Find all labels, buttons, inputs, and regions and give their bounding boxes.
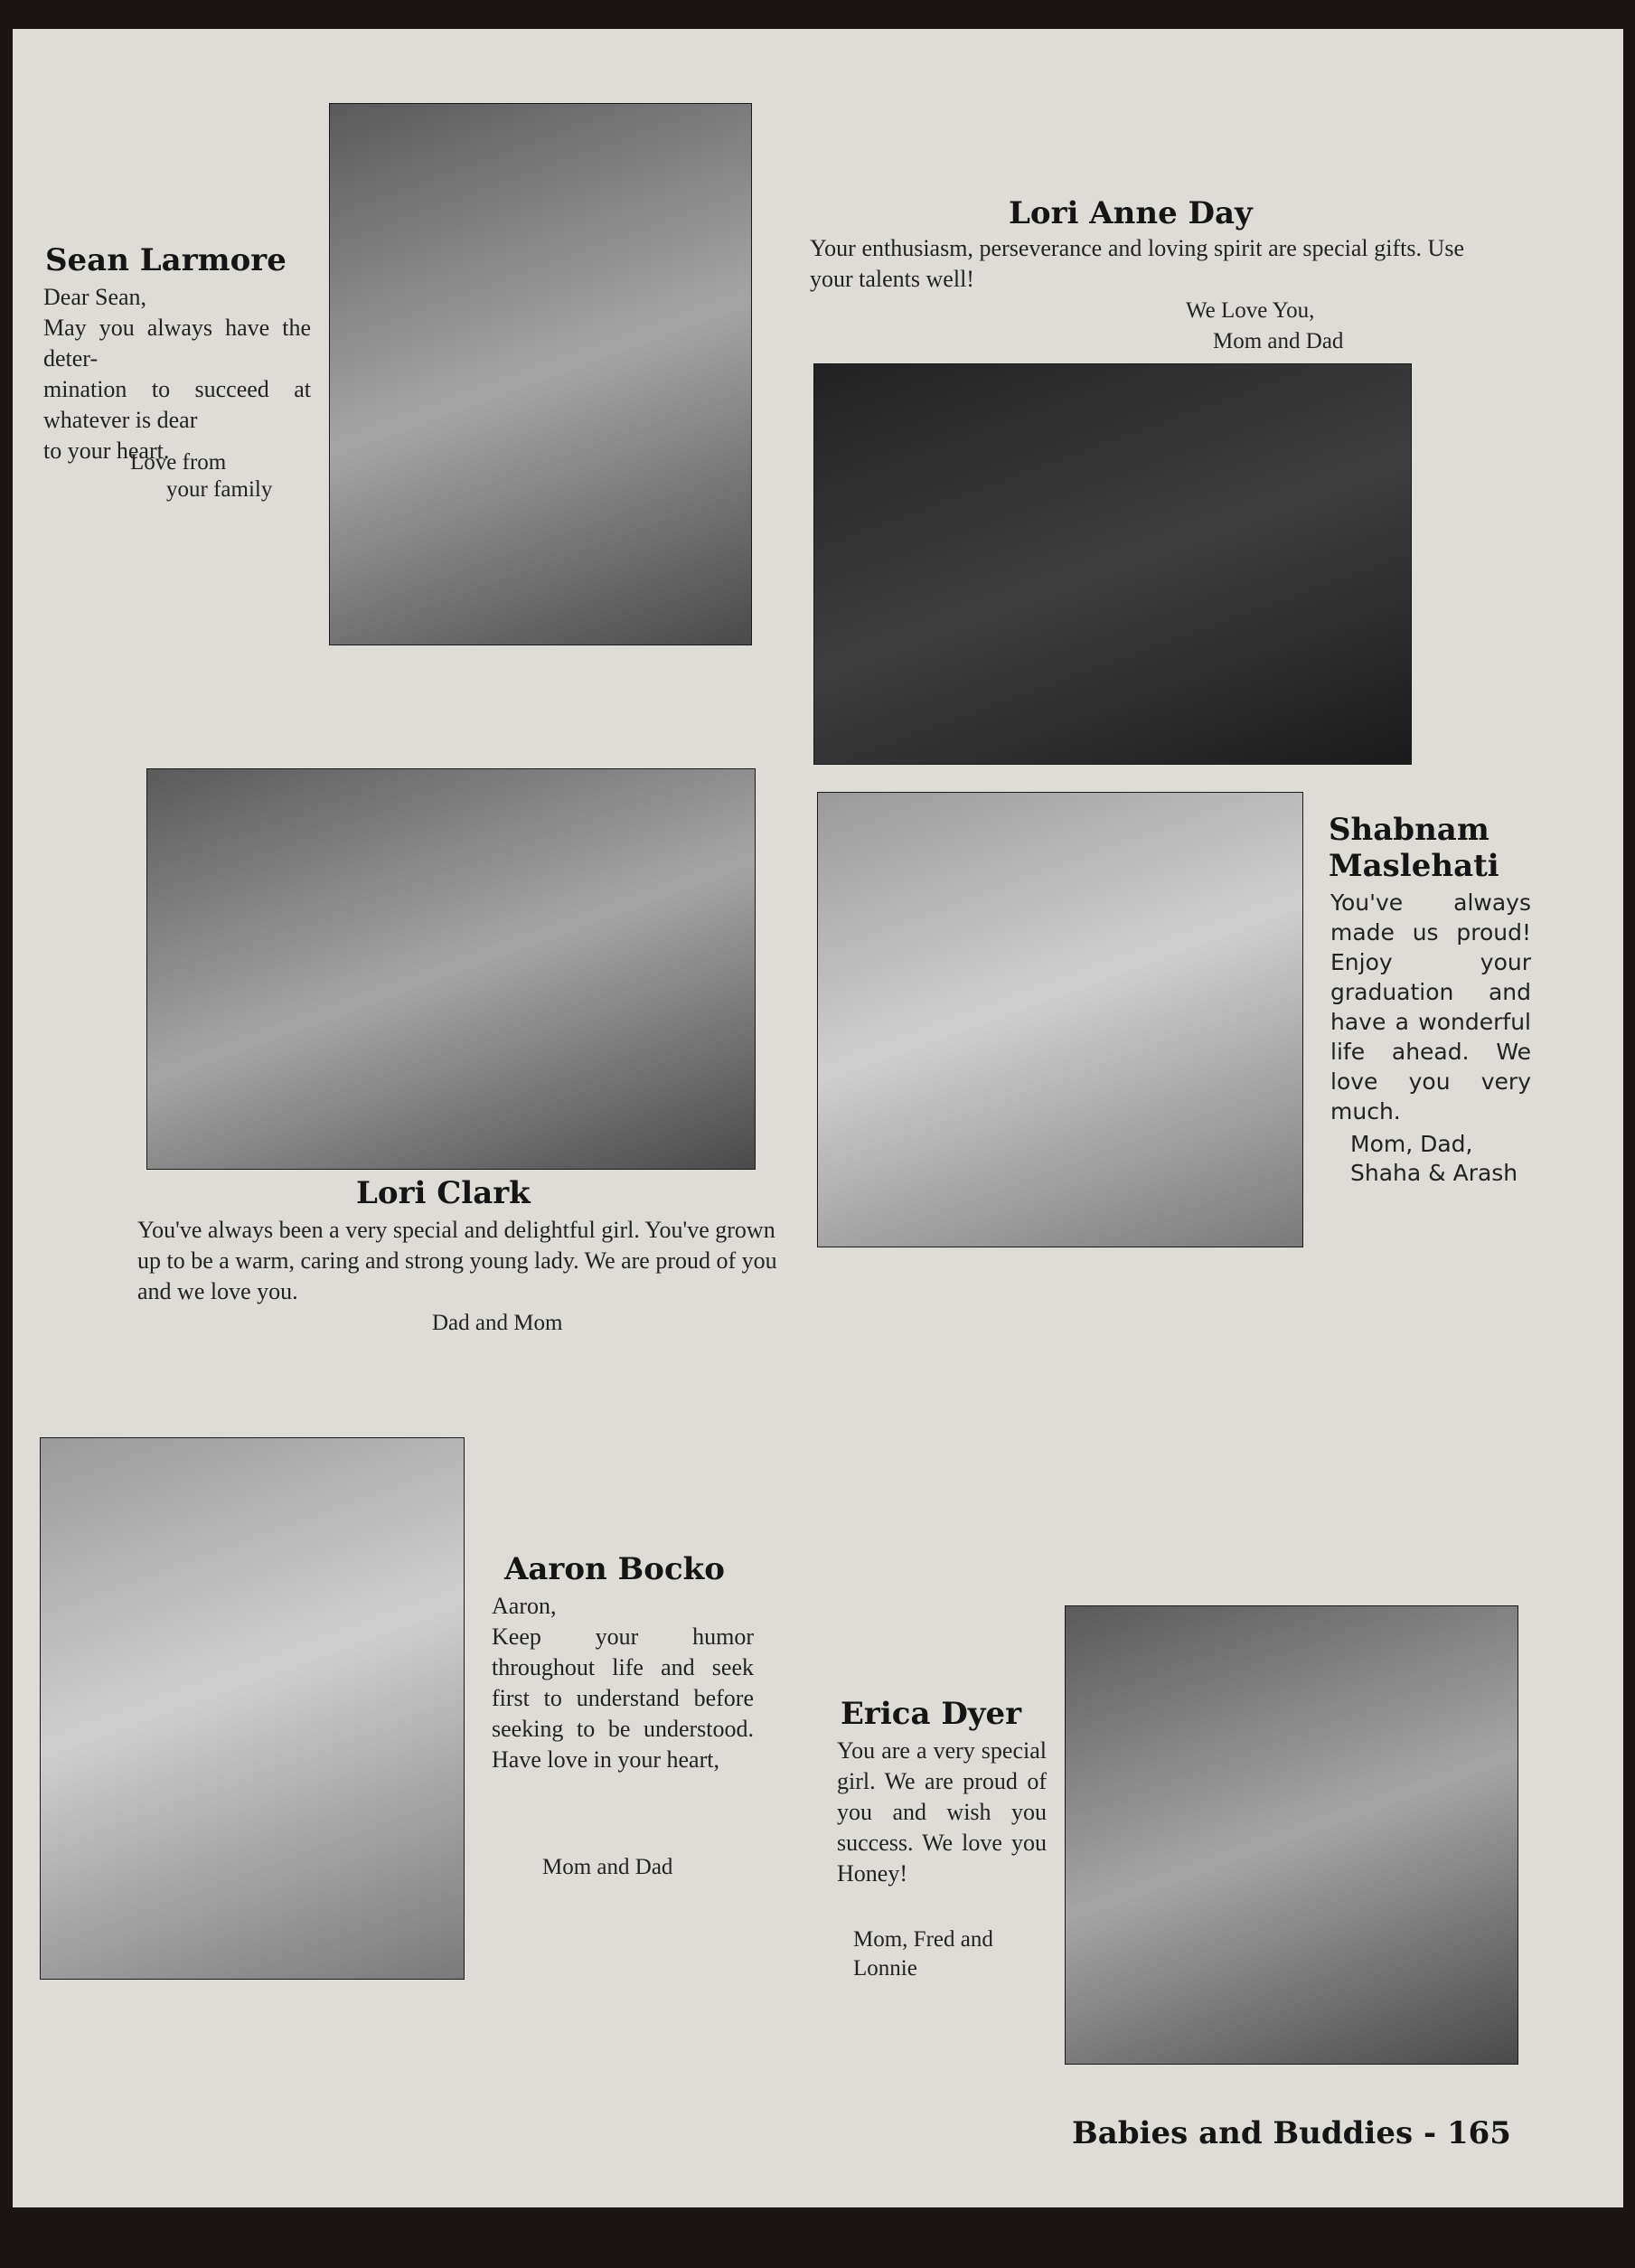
name-lori-clark: Lori Clark — [356, 1175, 531, 1211]
yearbook-page — [13, 29, 1623, 2207]
message-sean-larmore — [43, 282, 311, 466]
signature-lori-anne-line1: We Love You, — [1186, 298, 1315, 323]
signature-shabnam-line2: Shaha & Arash — [1350, 1160, 1518, 1186]
signature-erica-line1: Mom, Fred and — [853, 1927, 993, 1952]
signature-shabnam-line1: Mom, Dad, — [1350, 1131, 1473, 1157]
signature-sean-line2: your family — [166, 477, 273, 502]
message-lori-clark: You've always been a very special and delightful girl. You've grown up to be a warm, caring and strong young lady. We are proud of you and we love you. — [137, 1217, 777, 1304]
message-line: to your heart. — [43, 438, 170, 464]
name-lori-anne-day: Lori Anne Day — [1009, 195, 1253, 231]
photo-lori-anne-day — [813, 363, 1412, 765]
message-line: Dear Sean, — [43, 284, 147, 310]
message-line: Keep your humor throughout life and seek first to understand before seeking to be understood. Have love in your heart, — [492, 1623, 754, 1773]
message-line: mination to succeed at whatever is dear — [43, 376, 311, 433]
photo-lori-clark — [146, 768, 756, 1170]
signature-lori-anne-line2: Mom and Dad — [1213, 329, 1344, 353]
signature-lori-clark: Dad and Mom — [432, 1311, 563, 1335]
footer-separator: - — [1423, 2115, 1437, 2151]
footer-page-number: 165 — [1446, 2115, 1511, 2151]
message-erica-dyer: You are a very special girl. We are proud of you and wish you success. We love you Honey! — [837, 1737, 1047, 1887]
page-footer — [1072, 2115, 1511, 2151]
message-shabnam-maslehati: You've always made us proud! Enjoy your graduation and have a wonderful life ahead. We love you very much. — [1330, 889, 1531, 1125]
message-line: May you always have the deter- — [43, 315, 311, 372]
name-erica-dyer: Erica Dyer — [841, 1696, 1022, 1732]
photo-shabnam-maslehati — [817, 792, 1303, 1247]
photo-erica-dyer — [1065, 1605, 1518, 2065]
message-lori-anne-day: Your enthusiasm, perseverance and loving spirit are special gifts. Use your talents well! — [810, 235, 1464, 292]
photo-aaron-bocko — [40, 1437, 465, 1980]
signature-erica-line2: Lonnie — [853, 1956, 917, 1981]
name-sean-larmore: Sean Larmore — [45, 242, 287, 278]
signature-sean-line1: Love from — [130, 450, 227, 475]
name-shabnam-line2: Maslehati — [1329, 848, 1499, 884]
name-aaron-bocko: Aaron Bocko — [504, 1551, 725, 1587]
message-line: Aaron, — [492, 1593, 557, 1619]
footer-section-title: Babies and Buddies — [1072, 2115, 1414, 2151]
photo-sean-larmore — [329, 103, 752, 645]
signature-aaron-bocko: Mom and Dad — [542, 1855, 673, 1879]
message-aaron-bocko — [492, 1591, 754, 1775]
name-shabnam-line1: Shabnam — [1329, 812, 1489, 848]
